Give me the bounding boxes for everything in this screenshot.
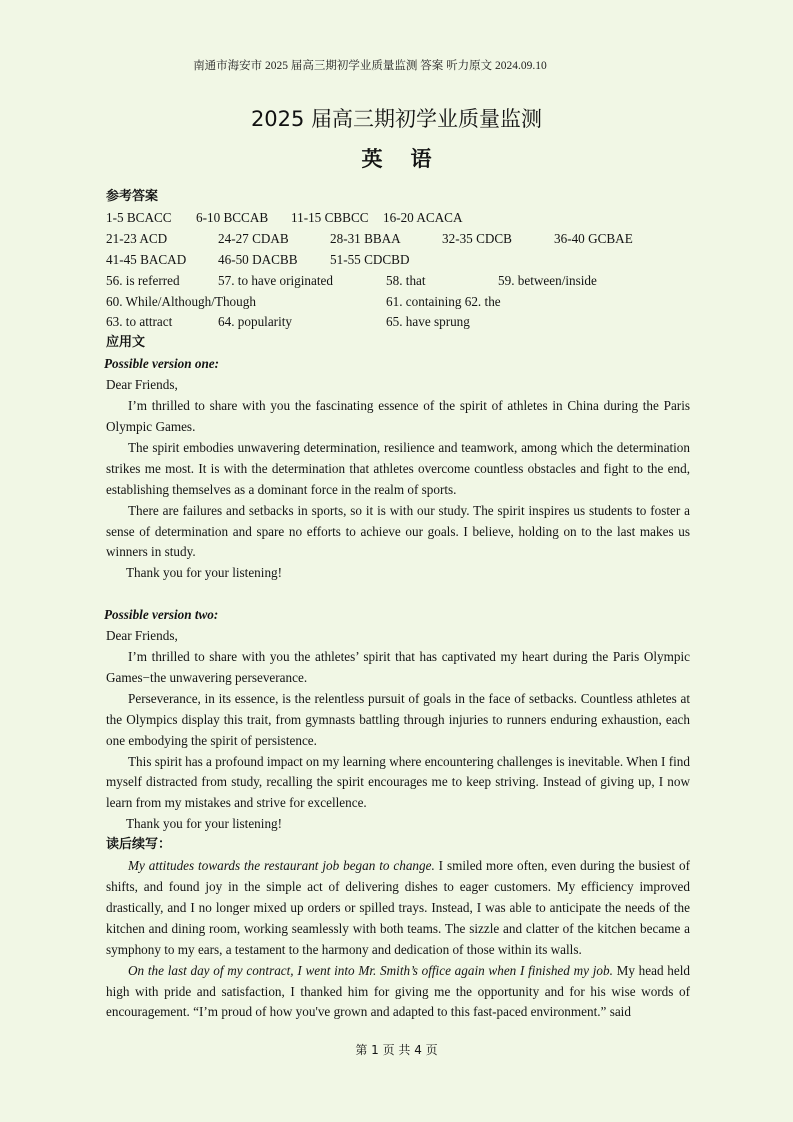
answer-item: 63. to attract (106, 314, 173, 330)
answer-row-1 (106, 208, 690, 229)
writing-heading: 应用文 (106, 335, 146, 351)
paragraph: I’m thrilled to share with you the athletes’ spirit that has captivated my heart during the Paris Olympic Games−the unwavering perseverance. (106, 649, 690, 685)
paragraph-body: I smiled more often, even during the busiest of shifts, and found joy in the simple act of delivering dishes to eager customers. My efficiency improved drastically, and I no longer mixed up orders or spilled trays. Instead, I was able to anticipate the needs of the kitchen and dining room, working seamlessly with both teams. The sizzle and clatter of the kitchen became a symphony to my ears, a testament to the harmony and dedication of those within its walls. (106, 858, 690, 957)
continuation-heading: 读后续写： (106, 837, 172, 853)
paragraph (106, 961, 690, 1024)
answer-item: 41-45 BACAD (106, 251, 187, 267)
answer-item: 56. is referred (106, 272, 180, 288)
answer-item: 6-10 BCCAB (196, 209, 269, 225)
paragraph-body: My head held high with pride and satisfaction, I thanked him for giving me the opportunity and for his wise words of encouragement. “I’m proud of how you've grown and adapted to this fast-paced environment.” said (106, 962, 691, 1020)
closing: Thank you for your listening! (126, 565, 283, 581)
lead-sentence: My attitudes towards the restaurant job began to change. (128, 858, 435, 874)
answer-item: 1-5 BCACC (106, 209, 172, 225)
version-two-label: Possible version two: (104, 607, 219, 623)
main-content (106, 187, 690, 1023)
answer-row-6 (106, 312, 690, 333)
answer-item: 65. have sprung (386, 314, 470, 330)
paragraph (106, 856, 690, 961)
answer-item: 61. containing 62. the (386, 293, 501, 309)
paragraph: This spirit has a profound impact on my learning where encountering challenges is inevitable. When I find myself distracted from study, recalling the spirit encourages me to keep striving. Instead of giving up, I now learn from my mistakes and strive for excellence. (106, 753, 690, 811)
answer-row-5 (106, 292, 690, 313)
answer-item: 21-23 ACD (106, 230, 168, 246)
answer-item: 32-35 CDCB (442, 230, 512, 246)
answer-item: 60. While/Although/Though (106, 293, 256, 309)
answer-item: 36-40 GCBAE (554, 230, 633, 246)
greeting: Dear Friends, (106, 628, 178, 644)
answer-item: 11-15 CBBCC (291, 209, 369, 225)
paragraph: There are failures and setbacks in sports, so it is with our study. The spirit inspires us students to foster a sense of determination and spare no efforts to achieve our goals. I believe, holding on to the last makes us winners in study. (106, 502, 690, 560)
subject-title: 英语 (361, 147, 460, 171)
lead-sentence: On the last day of my contract, I went into Mr. Smith’s office again when I finished my job. (128, 962, 613, 978)
page-title: 2025 届高三期初学业质量监测 (250, 107, 543, 131)
version-one-label: Possible version one: (104, 356, 220, 372)
answer-item: 51-55 CDCBD (330, 251, 410, 267)
answer-row-3 (106, 250, 690, 271)
answer-item: 16-20 ACACA (383, 209, 463, 225)
answer-row-2 (106, 229, 690, 250)
answer-item: 24-27 CDAB (218, 230, 289, 246)
answer-item: 59. between/inside (498, 272, 597, 288)
paragraph: Perseverance, in its essence, is the relentless pursuit of goals in the face of setbacks. Countless athletes at the Olympics display this trait, from gymnasts battling through injuries to runners enduring exhaustion, each one embodying the spirit of persistence. (106, 690, 690, 748)
paragraph: The spirit embodies unwavering determination, resilience and teamwork, among which the determination strikes me most. It is with the determination that athletes overcome countless obstacles and fight to the end, establishing themselves as a dominant force in the realm of sports. (106, 439, 690, 497)
answer-item: 46-50 DACBB (218, 251, 298, 267)
answers-heading: 参考答案 (106, 189, 159, 204)
answer-item: 64. popularity (218, 314, 292, 330)
closing: Thank you for your listening! (126, 816, 283, 832)
answer-item: 28-31 BBAA (330, 230, 401, 246)
page-header: 南通市海安市 2025 届高三期初学业质量监测 答案 听力原文 2024.09.10 (193, 60, 547, 72)
page-footer: 第 1 页 共 4 页 (355, 1043, 438, 1057)
answer-item: 58. that (386, 272, 426, 288)
spacer (106, 584, 690, 605)
answer-row-4 (106, 271, 690, 292)
greeting: Dear Friends, (106, 377, 178, 393)
paragraph: I’m thrilled to share with you the fascinating essence of the spirit of athletes in China during the Paris Olympic Games. (106, 398, 690, 434)
answer-item: 57. to have originated (218, 272, 333, 288)
